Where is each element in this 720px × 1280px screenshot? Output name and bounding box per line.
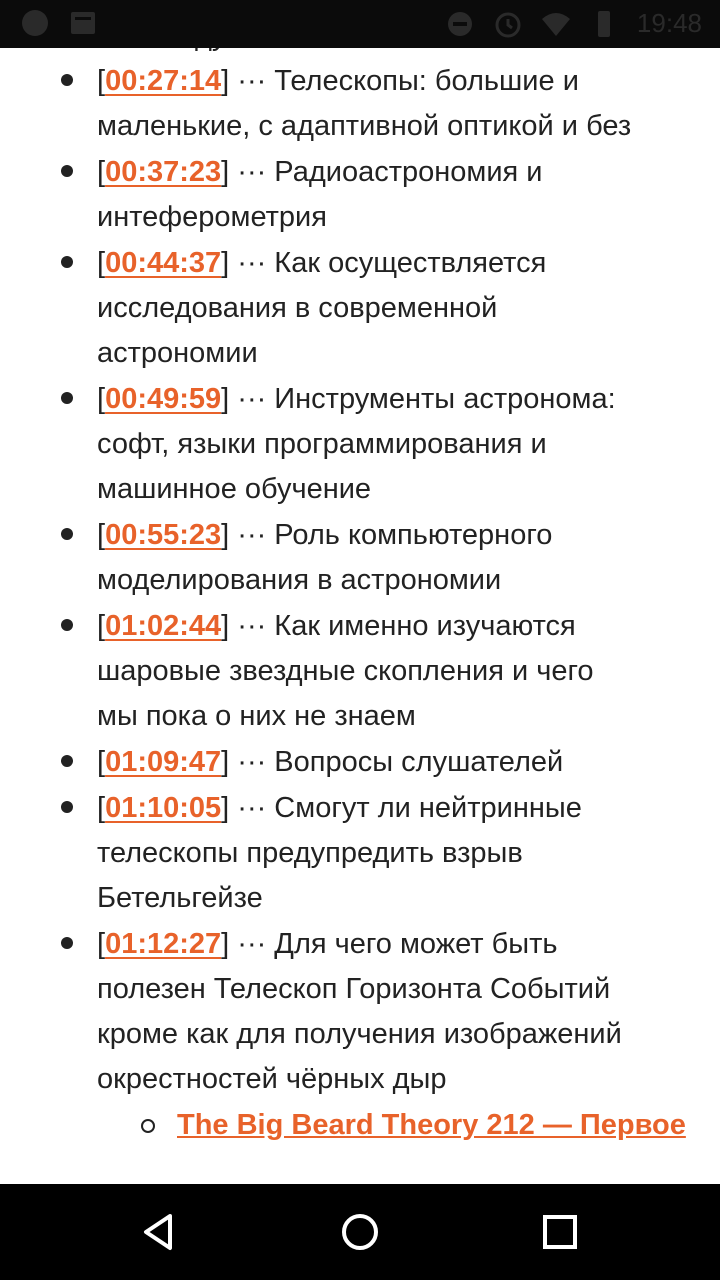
bracket-open: [ <box>97 610 106 642</box>
item-text-line: полезен Телескоп Горизонта Событий <box>97 973 611 1005</box>
list-item <box>0 786 720 921</box>
bracket-close: ] <box>221 156 230 188</box>
timestamp-link[interactable]: 00:55:23 <box>105 519 222 551</box>
timestamp-link[interactable]: 01:10:05 <box>105 792 222 824</box>
item-title: ··· Вопросы слушателей <box>237 746 564 778</box>
item-text-line <box>97 513 707 558</box>
item-text-line <box>97 740 707 785</box>
item-title: ··· Роль компьютерного <box>237 519 553 551</box>
status-bar <box>0 0 720 48</box>
bracket-close: ] <box>221 928 230 960</box>
list-item <box>0 604 720 739</box>
timestamp-link[interactable]: 00:37:23 <box>105 156 222 188</box>
list-item <box>0 922 720 1102</box>
item-text-line <box>97 59 707 104</box>
bracket-close: ] <box>221 383 230 415</box>
timestamp-link[interactable]: 00:49:59 <box>105 383 222 415</box>
item-text-line: кроме как для получения изображений <box>97 1018 622 1050</box>
bullet <box>61 74 73 86</box>
list-item <box>0 513 720 603</box>
bracket-close: ] <box>221 519 230 551</box>
item-title: ··· Радиоастрономия и <box>237 156 543 188</box>
home-circle-icon[interactable] <box>336 1208 384 1256</box>
item-text-line: интеферометрия <box>97 201 327 233</box>
item-text-line: софт, языки программирования и <box>97 428 547 460</box>
bullet <box>61 619 73 631</box>
item-text-line <box>97 150 707 195</box>
bracket-open: [ <box>97 383 106 415</box>
timestamp-link[interactable]: 01:02:44 <box>105 610 222 642</box>
bracket-open: [ <box>97 792 106 824</box>
list-item <box>0 740 720 785</box>
list-item <box>0 241 720 376</box>
bracket-open: [ <box>97 746 106 778</box>
item-title: ··· Инструменты астронома: <box>237 383 616 415</box>
item-title: ··· Как именно изучаются <box>237 610 576 642</box>
item-text-line: моделирования в астрономии <box>97 564 502 596</box>
navigation-bar <box>0 1184 720 1280</box>
alarm-icon <box>493 9 523 39</box>
item-text-line: окрестностей чёрных дыр <box>97 1063 447 1095</box>
bullet <box>61 165 73 177</box>
article-content[interactable] <box>0 48 720 1184</box>
item-title: ··· Как осуществляется <box>237 247 547 279</box>
app-notification-icon <box>20 8 50 38</box>
data-saver-icon <box>445 9 475 39</box>
wifi-icon <box>541 9 571 39</box>
bracket-open: [ <box>97 156 106 188</box>
timestamp-link[interactable]: 00:27:14 <box>105 65 222 97</box>
bullet <box>61 755 73 767</box>
status-time: 19:48 <box>636 8 702 38</box>
timestamp-link[interactable]: 01:09:47 <box>105 746 222 778</box>
bullet <box>61 256 73 268</box>
bracket-close: ] <box>221 792 230 824</box>
item-text-line <box>97 241 707 286</box>
sub-list-item <box>0 1103 720 1148</box>
timestamp-link[interactable]: 01:12:27 <box>105 928 222 960</box>
item-text-line <box>97 604 707 649</box>
battery-icon <box>589 9 619 39</box>
item-text-line: исследования в современной <box>97 292 498 324</box>
bracket-close: ] <box>221 65 230 97</box>
item-text-line: астрономии <box>97 337 258 369</box>
list-item <box>0 59 720 149</box>
back-triangle-icon[interactable] <box>136 1208 184 1256</box>
bullet <box>61 937 73 949</box>
bracket-open: [ <box>97 519 106 551</box>
item-text-line: машинное обучение <box>97 473 372 505</box>
item-text-line: Бетельгейзе <box>97 882 263 914</box>
bracket-open: [ <box>97 247 106 279</box>
image-notification-icon <box>68 8 98 38</box>
episode-link[interactable]: The Big Beard Theory 212 — Первое <box>177 1109 686 1141</box>
timestamp-link[interactable]: 00:44:37 <box>105 247 222 279</box>
item-text-line: шаровые звездные скопления и чего <box>97 655 594 687</box>
item-text-line: телескопы предупредить взрыв <box>97 837 523 869</box>
item-title: ··· Смогут ли нейтринные <box>237 792 582 824</box>
item-text-line <box>97 786 707 831</box>
bracket-close: ] <box>221 610 230 642</box>
item-text-line <box>97 922 707 967</box>
timestamp-list <box>0 59 720 1102</box>
bracket-open: [ <box>97 65 106 97</box>
item-title: ··· Телескопы: большие и <box>237 65 579 97</box>
item-text-line: мы пока о них не знаем <box>97 700 416 732</box>
bracket-close: ] <box>221 247 230 279</box>
item-text-line <box>97 377 707 422</box>
bracket-open: [ <box>97 928 106 960</box>
hollow-bullet <box>141 1119 155 1133</box>
list-item <box>0 150 720 240</box>
bullet <box>61 801 73 813</box>
bracket-close: ] <box>221 746 230 778</box>
recents-square-icon[interactable] <box>536 1208 584 1256</box>
list-item <box>0 377 720 512</box>
bullet <box>61 528 73 540</box>
item-text-line: маленькие, с адаптивной оптикой и без <box>97 110 632 142</box>
item-title: ··· Для чего может быть <box>237 928 558 960</box>
bullet <box>61 392 73 404</box>
